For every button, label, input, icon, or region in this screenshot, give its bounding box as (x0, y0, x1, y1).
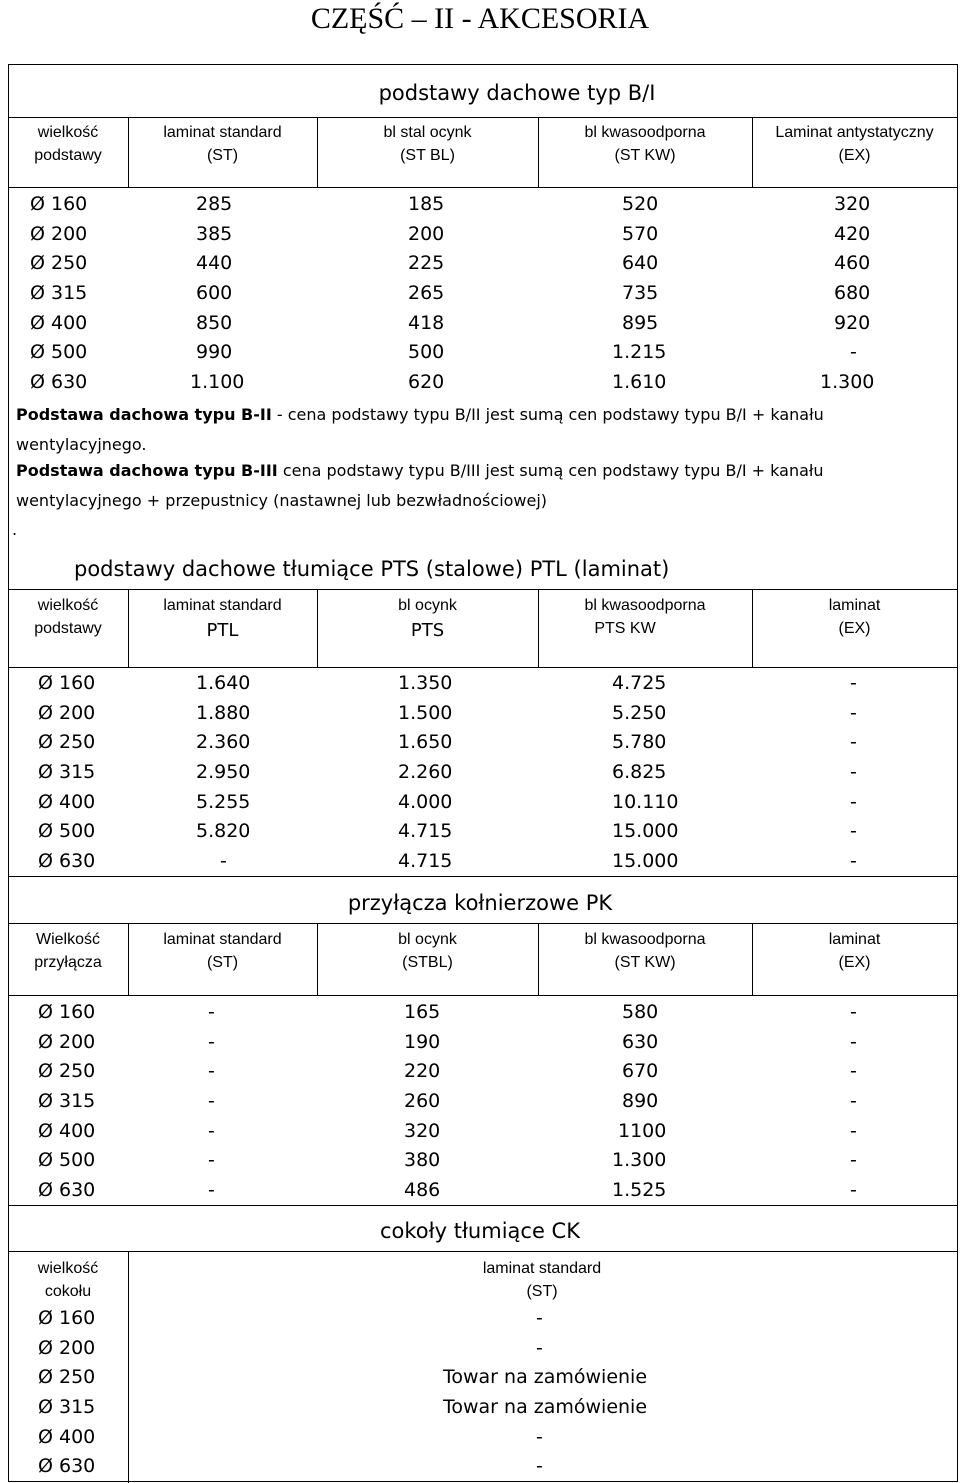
table-row: Ø 160 - (38, 1307, 543, 1329)
divider-s2-title (8, 589, 958, 590)
s4-table-body (0, 1304, 960, 1482)
s2-header-laminat-ex: laminat (EX) (828, 597, 881, 637)
table-row: Ø 500 - 380 1.300 - (38, 1149, 857, 1172)
s1-table-body (0, 190, 960, 398)
s3-header-kwasoodporna: bl kwasoodporna (ST KW) (584, 931, 706, 971)
s4-header-size: wielkość cokołu (37, 1260, 99, 1300)
table-row: Ø 630 - 486 1.525 - (38, 1179, 857, 1202)
table-row: Ø 630 - (38, 1455, 543, 1478)
table-row: Ø 250 440 225 640 460 (30, 252, 871, 275)
table-row: Ø 250 2.360 1.650 5.780 - (38, 731, 857, 754)
s1-header-laminat-standard: laminat standard (ST) (163, 124, 282, 164)
s2-header-size: wielkość podstawy (34, 597, 102, 637)
table-row: Ø 160 1.640 1.350 4.725 - (38, 672, 857, 694)
table-row: Ø 630 1.100 620 1.610 1.300 (30, 371, 875, 394)
divider-s1-header (8, 187, 958, 188)
table-row: Ø 315 2.950 2.260 6.825 - (38, 761, 857, 784)
table-row: Ø 500 5.820 4.715 15.000 - (38, 820, 857, 843)
table-row: Ø 250 Towar na zamówienie (38, 1366, 648, 1389)
s1-header-kwasoodporna: bl kwasoodporna (ST KW) (584, 124, 706, 164)
divider-s3-title (8, 923, 958, 924)
table-row: Ø 160 285 185 520 320 (30, 193, 871, 215)
table-row: Ø 200 385 200 570 420 (30, 222, 871, 245)
table-row: Ø 315 - 260 890 - (38, 1090, 857, 1113)
s3-header-ocynk: bl ocynk (STBL) (398, 931, 457, 971)
frame-top-border (8, 64, 958, 65)
section1-title: podstawy dachowe typ B/I (378, 81, 656, 105)
s1-header-antystatyczny: Laminat antystatyczny (EX) (775, 124, 934, 164)
table-row: Ø 250 - 220 670 - (38, 1060, 857, 1083)
divider-s1-title (8, 117, 958, 118)
table-row: Ø 160 - 165 580 - (38, 1001, 857, 1023)
table-row: Ø 200 - (38, 1336, 543, 1359)
s3-table-body (0, 998, 960, 1206)
table-row: Ø 315 Towar na zamówienie (38, 1396, 648, 1419)
s2-header-ocynk: bl ocynk PTS (398, 597, 457, 641)
table-row: Ø 400 - 320 1100 - (38, 1119, 857, 1142)
s2-table-body (0, 669, 960, 877)
s1-header-stal-ocynk: bl stal ocynk (ST BL) (383, 124, 472, 164)
s1-header-size: wielkość podstawy (34, 124, 102, 164)
page-title: CZĘŚĆ – II - AKCESORIA (310, 2, 650, 35)
table-row: Ø 500 990 500 1.215 - (30, 341, 857, 364)
table-row: Ø 400 850 418 895 920 (30, 311, 871, 334)
s3-header-laminat-standard: laminat standard (ST) (163, 931, 282, 971)
table-row: Ø 400 5.255 4.000 10.110 - (38, 790, 857, 813)
section2-title: podstawy dachowe tłumiące PTS (stalowe) PTL (laminat) (74, 557, 670, 581)
section3-title: przyłącza kołnierzowe PK (347, 891, 613, 915)
s3-header-laminat-ex: laminat (EX) (828, 931, 881, 971)
s4-header-laminat-standard: laminat standard (ST) (482, 1260, 602, 1300)
s3-header-size: Wielkość przyłącza (34, 931, 102, 971)
table-row: Ø 315 600 265 735 680 (30, 282, 871, 305)
note-b2: Podstawa dachowa typu B-II - cena podstawy typu B/II jest sumą cen podstawy typu B/I + kanału wentylacyjnego. (16, 405, 824, 454)
s2-header-laminat-standard: laminat standard PTL (163, 597, 282, 641)
table-row: Ø 200 1.880 1.500 5.250 - (38, 701, 857, 724)
s2-header-kwasoodporna: bl kwasoodporna PTS KW (584, 597, 706, 637)
divider-s3-header (8, 995, 958, 996)
table-row: Ø 400 - (38, 1425, 543, 1448)
section4-title: cokoły tłumiące CK (380, 1219, 580, 1243)
divider-s4-title (8, 1251, 958, 1252)
note-b3: Podstawa dachowa typu B-III cena podstawy typu B/III jest sumą cen podstawy typu B/I + kanału wentylacyjnego + przepustnicy (nastawnej lub bezwładnościowej) (16, 461, 824, 510)
stray-dot: . (12, 520, 18, 539)
divider-s2-header (8, 667, 958, 668)
table-row: Ø 630 - 4.715 15.000 - (38, 850, 857, 873)
table-row: Ø 200 - 190 630 - (38, 1030, 857, 1053)
